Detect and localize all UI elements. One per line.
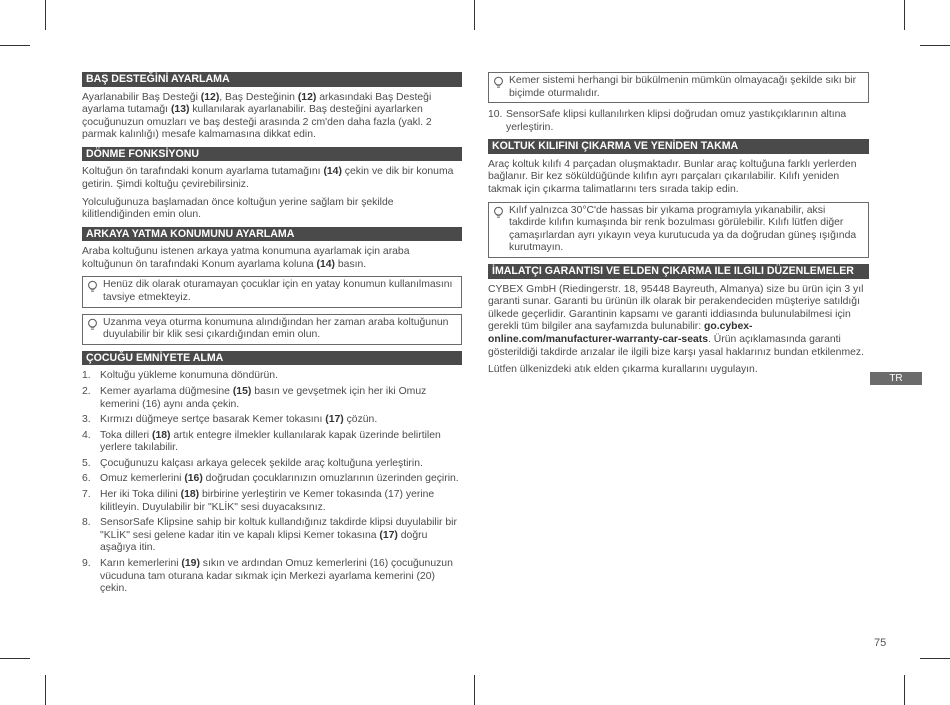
paragraph: Koltuğun ön tarafındaki konum ayarlama tutamağını (14) çekin ve dik bir konuma getirin. Şimdi koltuğu çevirebilirsiniz. [82, 166, 454, 190]
list-item: 2. Kemer ayarlama düğmesine (15) basın ve gevşetmek için her iki Omuz kemerini (16) aynı anda çekin. [82, 385, 427, 410]
list-item: 1. Koltuğu yükleme konumuna döndürün. [82, 370, 278, 382]
list-item: 4. Toka dilleri (18) artık entegre ilmekler kullanılarak kapak üzerinde belirtilen yerlere takılabilir. [82, 429, 441, 454]
tip-note: Henüz dik olarak oturamayan çocuklar için en yatay konumun kullanılmasını tavsiye etmekteyiz. [82, 276, 462, 307]
list-item: 9. Karın kemerlerini (19) sıkın ve ardından Omuz kemerlerini (16) çocuğunuzun vücuduna tam oturana kadar sıkmak için Merkezi ayarlama kemerini (20) çekin. [82, 558, 453, 595]
section-heading: KOLTUK KILIFINI ÇIKARMA VE YENİDEN TAKMA [488, 139, 869, 154]
crop-mark [474, 0, 475, 30]
list-item: 7. Her iki Toka dilini (18) birbirine yerleştirin ve Kemer tokasında (17) yerine kilitleyin. Duyulabilir bir "KLİK" sesi duyacaksınız. [82, 489, 435, 513]
crop-mark [904, 0, 905, 30]
tip-note: Kemer sistemi herhangi bir bükülmenin mümkün olmayacağı şekilde sıkı bir biçimde oturmalıdır. [488, 72, 869, 103]
paragraph: Araba koltuğunu istenen arkaya yatma konumuna ayarlamak için araba koltuğunun ön tarafındaki Konum ayarlama koluna (14) basın. [82, 246, 410, 270]
crop-mark [45, 675, 46, 705]
crop-mark [45, 0, 46, 30]
right-column [488, 72, 869, 382]
paragraph: Ayarlanabilir Baş Desteği (12), Baş Desteğinin (12) arkasındaki Baş Desteği ayarlama tutamağı (13) kullanılarak ayarlanabilir. Baş desteğini ayarlarken çocuğunuzun omuzları ve baş desteği arasında 2 cm'den daha fazla (yakl. 2 parmak kalınlığı) mesafe kalmamasına dikkat edin. [82, 91, 432, 141]
paragraph: Araç koltuk kılıfı 4 parçadan oluşmaktadır. Bunlar araç koltuğuna farklı yerlerden bağlanır. Bir kez söküldüğünde kılıfın ayrı parçaları çıkarılabilir. Kılıfı yeniden takmak için çıkarma talimatlarını ters sırada takip edin. [488, 158, 857, 196]
lightbulb-icon [86, 318, 99, 331]
steps-list [82, 370, 462, 596]
lightbulb-icon [492, 206, 505, 219]
paragraph: Yolculuğunuza başlamadan önce koltuğun yerine sağlam bir şekilde kilitlendiğinden emin olun. [82, 196, 394, 221]
lightbulb-icon [86, 280, 99, 293]
left-column [82, 72, 462, 601]
paragraph: Lütfen ülkenizdeki atık elden çıkarma kurallarını uygulayın. [488, 364, 758, 376]
crop-mark [904, 675, 905, 705]
list-item: 6. Omuz kemerlerini (16) doğrudan çocuklarınızın omuzlarının üzerinden geçirin. [82, 473, 459, 485]
list-item: 3. Kırmızı düğmeye sertçe basarak Kemer tokasını (17) çözün. [82, 414, 378, 426]
list-item: 10. SensorSafe klipsi kullanılırken klipsi doğrudan omuz yastıkçıklarının altına yerleştirin. [488, 109, 847, 133]
crop-mark [0, 658, 30, 659]
tip-note: Kılıf yalnızca 30°C'de hassas bir yıkama programıyla yıkanabilir, aksi takdirde kılıfın kumaşında bir renk bozulması görülebilir. Kılıfı lütfen diğer çamaşırlardan ayrı yıkayın veya kurutucuda ya da doğrudan güneş ışığında kurutmayın. [488, 202, 869, 258]
crop-mark [920, 658, 950, 659]
section-heading: ARKAYA YATMA KONUMUNU AYARLAMA [82, 227, 462, 242]
warranty-link: go.cybex-online.com/manufacturer-warranty-car-seats [488, 321, 753, 345]
paragraph: CYBEX GmbH (Riedingerstr. 18, 95448 Bayreuth, Almanya) size bu ürün için 3 yıl garanti sunar. Garanti bu ürünün ilk olarak bir perakendeciden müşteriye satıldığı ülkede geçerlidir. Garantinin kapsamı ve garanti iddiasında bulunulabilmesi için gerekli tüm bilgiler ana sayfamızda bulunabilir: go.cybex-online.com/manufacturer-warranty-car-seats. Ürün açıklamasında garanti gösterildiği takdirde arızalar ile ilgili bize karşı yasal haklarınız bundan etkilenmez. [488, 283, 864, 358]
section-heading: BAŞ DESTEĞİNİ AYARLAMA [82, 72, 462, 87]
section-heading: İMALATÇI GARANTISI VE ELDEN ÇIKARMA ILE ILGILI DÜZENLEMELER [488, 264, 869, 279]
steps-list [488, 109, 869, 134]
page-number: 75 [874, 637, 887, 649]
language-tab: TR [870, 372, 922, 385]
tip-note: Uzanma veya oturma konumuna alındığından her zaman araba koltuğunun duyulabilir bir klik sesi çıkardığından emin olun. [82, 314, 462, 345]
lightbulb-icon [492, 76, 505, 89]
crop-mark [920, 45, 950, 46]
list-item: 5. Çocuğunuzu kalçası arkaya gelecek şekilde araç koltuğuna yerleştirin. [82, 457, 423, 469]
crop-mark [0, 45, 30, 46]
section-heading: DÖNME FONKSİYONU [82, 147, 462, 162]
list-item: 8. SensorSafe Klipsine sahip bir koltuk kullandığınız takdirde klipsi duyulabilir bir "KLİK" sesi gelene kadar itin ve kapalı klipsi Kemer tokasına (17) doğru aşağıya itin. [82, 517, 457, 554]
crop-mark [474, 675, 475, 705]
section-heading: ÇOCUĞU EMNİYETE ALMA [82, 351, 462, 366]
